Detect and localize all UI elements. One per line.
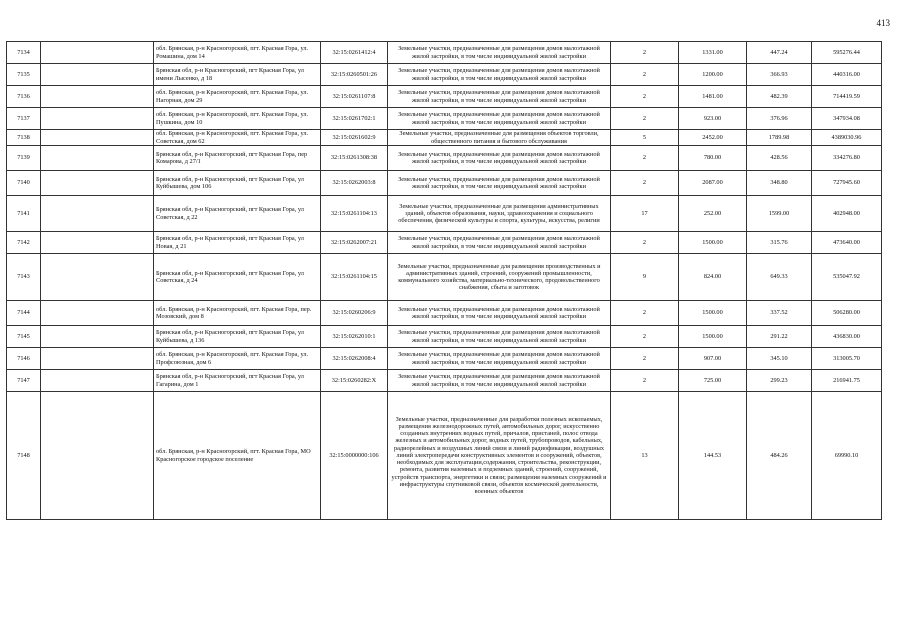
- table-row: [7, 392, 882, 520]
- table-row: [7, 86, 882, 108]
- empty-cell: [41, 254, 154, 301]
- cell-cost: 649.33: [747, 254, 812, 301]
- cell-cadastral: 32:15:0261412:4: [321, 42, 388, 64]
- empty-cell: [41, 108, 154, 130]
- cell-cost: 484.26: [747, 392, 812, 520]
- cell-num: 7137: [7, 108, 41, 130]
- cell-group: 2: [611, 301, 679, 326]
- cell-group: 5: [611, 130, 679, 146]
- cell-address: Брянская обл, р-н Красногорский, пгт Красная Гора, пер Комарова, д 27/1: [154, 146, 321, 171]
- cell-num: 7144: [7, 301, 41, 326]
- cell-total: 595276.44: [812, 42, 882, 64]
- cell-area: 252.00: [679, 196, 747, 232]
- table-row: [7, 370, 882, 392]
- cell-area: 725.00: [679, 370, 747, 392]
- cell-cost: 366.93: [747, 64, 812, 86]
- table-row: [7, 348, 882, 370]
- empty-cell: [41, 171, 154, 196]
- cell-cadastral: 32:15:0262003:8: [321, 171, 388, 196]
- cadastral-table-container: [6, 41, 896, 520]
- cell-cost: 291.22: [747, 326, 812, 348]
- cell-address: обл. Брянская, р-н Красногорский, пгт. Красная Гора, ул. Ромашина, дом 14: [154, 42, 321, 64]
- cell-use: Земельные участки, предназначенные для размещения домов малоэтажной жилой застройки, в том числе индивидуальной жилой застройки: [388, 42, 611, 64]
- cell-area: 907.00: [679, 348, 747, 370]
- cell-num: 7138: [7, 130, 41, 146]
- cell-cadastral: 32:15:0261602:9: [321, 130, 388, 146]
- cell-group: 2: [611, 64, 679, 86]
- cell-total: 313005.70: [812, 348, 882, 370]
- cell-use: Земельные участки, предназначенные для размещения домов малоэтажной жилой застройки, в том числе индивидуальной жилой застройки: [388, 348, 611, 370]
- cell-total: 347934.08: [812, 108, 882, 130]
- empty-cell: [41, 370, 154, 392]
- cell-use: Земельные участки, предназначенные для размещения домов малоэтажной жилой застройки, в том числе индивидуальной жилой застройки: [388, 171, 611, 196]
- cell-total: 727945.60: [812, 171, 882, 196]
- cell-total: 436830.00: [812, 326, 882, 348]
- cell-num: 7140: [7, 171, 41, 196]
- cell-num: 7135: [7, 64, 41, 86]
- cell-cadastral: 32:15:0261104:13: [321, 196, 388, 232]
- cell-area: 1500.00: [679, 326, 747, 348]
- table-row: [7, 196, 882, 232]
- cell-address: обл. Брянская, р-н Красногорский, пгт. Красная Гора, ул. Советская, дом 62: [154, 130, 321, 146]
- cell-cadastral: 32:15:0261107:8: [321, 86, 388, 108]
- cell-address: Брянская обл, р-н Красногорский, пгт Красная Гора, ул Гагарина, дом 1: [154, 370, 321, 392]
- cell-num: 7136: [7, 86, 41, 108]
- table-row: [7, 64, 882, 86]
- cell-num: 7139: [7, 146, 41, 171]
- cell-total: 69990.10: [812, 392, 882, 520]
- cell-address: обл. Брянская, р-н Красногорский, пгт. Красная Гора, пер. Мозовский, дом 8: [154, 301, 321, 326]
- cell-address: Брянская обл, р-н Красногорский, пгт Красная Гора, ул Советская, д 24: [154, 254, 321, 301]
- cell-total: 535047.92: [812, 254, 882, 301]
- cell-group: 2: [611, 370, 679, 392]
- empty-cell: [41, 326, 154, 348]
- cell-cost: 1789.98: [747, 130, 812, 146]
- cell-num: 7143: [7, 254, 41, 301]
- cell-group: 9: [611, 254, 679, 301]
- cadastral-table: [6, 41, 882, 520]
- cell-cost: 299.23: [747, 370, 812, 392]
- cell-address: обл. Брянская, р-н Красногорский, пгт. Красная Гора, ул. Нагорная, дом 29: [154, 86, 321, 108]
- cell-address: Брянская обл, р-н Красногорский, пгт Красная Гора, ул Куйбышева, д 136: [154, 326, 321, 348]
- table-row: [7, 42, 882, 64]
- cell-cadastral: 32:15:0262008:4: [321, 348, 388, 370]
- cell-area: 1500.00: [679, 301, 747, 326]
- cell-use: Земельные участки, предназначенные для разработки полезных ископаемых, размещения железнодорожных путей, автомобильных дорог, искусственно созданных внутренних водных путей, причалов, пристаней, полос отвода железных и автомобильных дорог, водных путей, трубопроводов, кабельных, радиорелейных и воздушных линий связи и линий радиофикации, воздушных линий электропередачи конструктивных элементов и сооружений, объектов, необходимых для эксплуатации,содержания, строительства, реконструкции, ремонта, развития наземных и подземных зданий, строений, сооружений, устройств транспорта, энергетики и связи; размещения наземных сооружений и инфраструктуры спутниковой связи, объектов космической деятельности, военных объектов: [388, 392, 611, 520]
- cell-use: Земельные участки, предназначенные для размещения производственных и административных зданий, строений, сооружений промышленности, коммунального хозяйства, материально-технического, продовольственного снабжения, сбыта и заготовок: [388, 254, 611, 301]
- page-number: 413: [876, 18, 890, 28]
- cell-cadastral: 32:15:0262010:1: [321, 326, 388, 348]
- cell-cost: 482.39: [747, 86, 812, 108]
- cell-area: 923.00: [679, 108, 747, 130]
- empty-cell: [41, 64, 154, 86]
- empty-cell: [41, 232, 154, 254]
- empty-cell: [41, 130, 154, 146]
- table-body: [7, 42, 882, 520]
- cell-cadastral: 32:15:0261104:15: [321, 254, 388, 301]
- cell-address: Брянская обл, р-н Красногорский, пгт Красная Гора, ул Советская, д 22: [154, 196, 321, 232]
- cell-cadastral: 32:15:0261702:1: [321, 108, 388, 130]
- empty-cell: [41, 86, 154, 108]
- cell-cost: 1599.00: [747, 196, 812, 232]
- cell-area: 1200.00: [679, 64, 747, 86]
- cell-cost: 345.10: [747, 348, 812, 370]
- cell-group: 13: [611, 392, 679, 520]
- cell-cadastral: 32:15:0260282:Х: [321, 370, 388, 392]
- cell-group: 2: [611, 348, 679, 370]
- cell-cadastral: 32:15:0261308:38: [321, 146, 388, 171]
- cell-num: 7148: [7, 392, 41, 520]
- cell-group: 17: [611, 196, 679, 232]
- empty-cell: [41, 301, 154, 326]
- cell-use: Земельные участки, предназначенные для размещения домов малоэтажной жилой застройки, в том числе индивидуальной жилой застройки: [388, 108, 611, 130]
- cell-group: 2: [611, 232, 679, 254]
- cell-total: 714419.59: [812, 86, 882, 108]
- table-row: [7, 171, 882, 196]
- table-row: [7, 254, 882, 301]
- cell-address: Брянская обл, р-н Красногорский, пгт Красная Гора, ул имени Лысенко, д 18: [154, 64, 321, 86]
- cell-group: 2: [611, 171, 679, 196]
- cell-cadastral: 32:15:0260501:26: [321, 64, 388, 86]
- cell-total: 216941.75: [812, 370, 882, 392]
- cell-area: 824.00: [679, 254, 747, 301]
- cell-group: 2: [611, 326, 679, 348]
- cell-cadastral: 32:15:0262007:21: [321, 232, 388, 254]
- empty-cell: [41, 348, 154, 370]
- cell-area: 1331.00: [679, 42, 747, 64]
- cell-cost: 337.52: [747, 301, 812, 326]
- empty-cell: [41, 146, 154, 171]
- cell-cost: 376.96: [747, 108, 812, 130]
- cell-use: Земельные участки, предназначенные для размещения домов малоэтажной жилой застройки, в том числе индивидуальной жилой застройки: [388, 146, 611, 171]
- cell-area: 1481.00: [679, 86, 747, 108]
- table-row: [7, 108, 882, 130]
- cell-use: Земельные участки, предназначенные для размещения объектов торговли, общественного питания и бытового обслуживания: [388, 130, 611, 146]
- cell-total: 334276.80: [812, 146, 882, 171]
- table-row: [7, 232, 882, 254]
- cell-total: 402948.00: [812, 196, 882, 232]
- cell-use: Земельные участки, предназначенные для размещения домов малоэтажной жилой застройки, в том числе индивидуальной жилой застройки: [388, 326, 611, 348]
- cell-num: 7142: [7, 232, 41, 254]
- cell-cost: 428.56: [747, 146, 812, 171]
- cell-group: 2: [611, 146, 679, 171]
- cell-total: 506280.00: [812, 301, 882, 326]
- cell-use: Земельные участки, предназначенные для размещения административных зданий, объектов образования, науки, здравоохранения и социального обеспечения, физической культуры и спорта, культуры, искусства, религии: [388, 196, 611, 232]
- cell-group: 2: [611, 86, 679, 108]
- cell-num: 7141: [7, 196, 41, 232]
- table-row: [7, 326, 882, 348]
- table-row: [7, 146, 882, 171]
- cell-area: 2087.00: [679, 171, 747, 196]
- cell-address: обл. Брянская, р-н Красногорский, пгт. Красная Гора, МО Красногорское городское поселение: [154, 392, 321, 520]
- cell-num: 7146: [7, 348, 41, 370]
- cell-use: Земельные участки, предназначенные для размещения домов малоэтажной жилой застройки, в том числе индивидуальной жилой застройки: [388, 232, 611, 254]
- empty-cell: [41, 392, 154, 520]
- cell-use: Земельные участки, предназначенные для размещения домов малоэтажной жилой застройки, в том числе индивидуальной жилой застройки: [388, 86, 611, 108]
- cell-num: 7134: [7, 42, 41, 64]
- cell-area: 144.53: [679, 392, 747, 520]
- cell-group: 2: [611, 42, 679, 64]
- table-row: [7, 301, 882, 326]
- empty-cell: [41, 42, 154, 64]
- cell-address: обл. Брянская, р-н Красногорский, пгт. Красная Гора, ул. Профсоюзная, дом 6: [154, 348, 321, 370]
- cell-area: 2452.00: [679, 130, 747, 146]
- cell-total: 440316.00: [812, 64, 882, 86]
- table-row: [7, 130, 882, 146]
- cell-use: Земельные участки, предназначенные для размещения домов малоэтажной жилой застройки, в том числе индивидуальной жилой застройки: [388, 64, 611, 86]
- cell-area: 1500.00: [679, 232, 747, 254]
- cell-address: обл. Брянская, р-н Красногорский, пгт. Красная Гора, ул. Пушкина, дом 10: [154, 108, 321, 130]
- cell-total: 473640.00: [812, 232, 882, 254]
- cell-area: 780.00: [679, 146, 747, 171]
- cell-address: Брянская обл, р-н Красногорский, пгт Красная Гора, ул Новая, д 21: [154, 232, 321, 254]
- cell-cost: 348.80: [747, 171, 812, 196]
- cell-use: Земельные участки, предназначенные для размещения домов малоэтажной жилой застройки, в том числе индивидуальной жилой застройки: [388, 301, 611, 326]
- cell-num: 7147: [7, 370, 41, 392]
- empty-cell: [41, 196, 154, 232]
- cell-cadastral: 32:15:0260206:9: [321, 301, 388, 326]
- cell-cost: 315.76: [747, 232, 812, 254]
- cell-total: 4389030.96: [812, 130, 882, 146]
- cell-address: Брянская обл, р-н Красногорский, пгт Красная Гора, ул Куйбышева, дом 106: [154, 171, 321, 196]
- cell-group: 2: [611, 108, 679, 130]
- cell-num: 7145: [7, 326, 41, 348]
- cell-use: Земельные участки, предназначенные для размещения домов малоэтажной жилой застройки, в том числе индивидуальной жилой застройки: [388, 370, 611, 392]
- cell-cadastral: 32:15:0000000:106: [321, 392, 388, 520]
- cell-cost: 447.24: [747, 42, 812, 64]
